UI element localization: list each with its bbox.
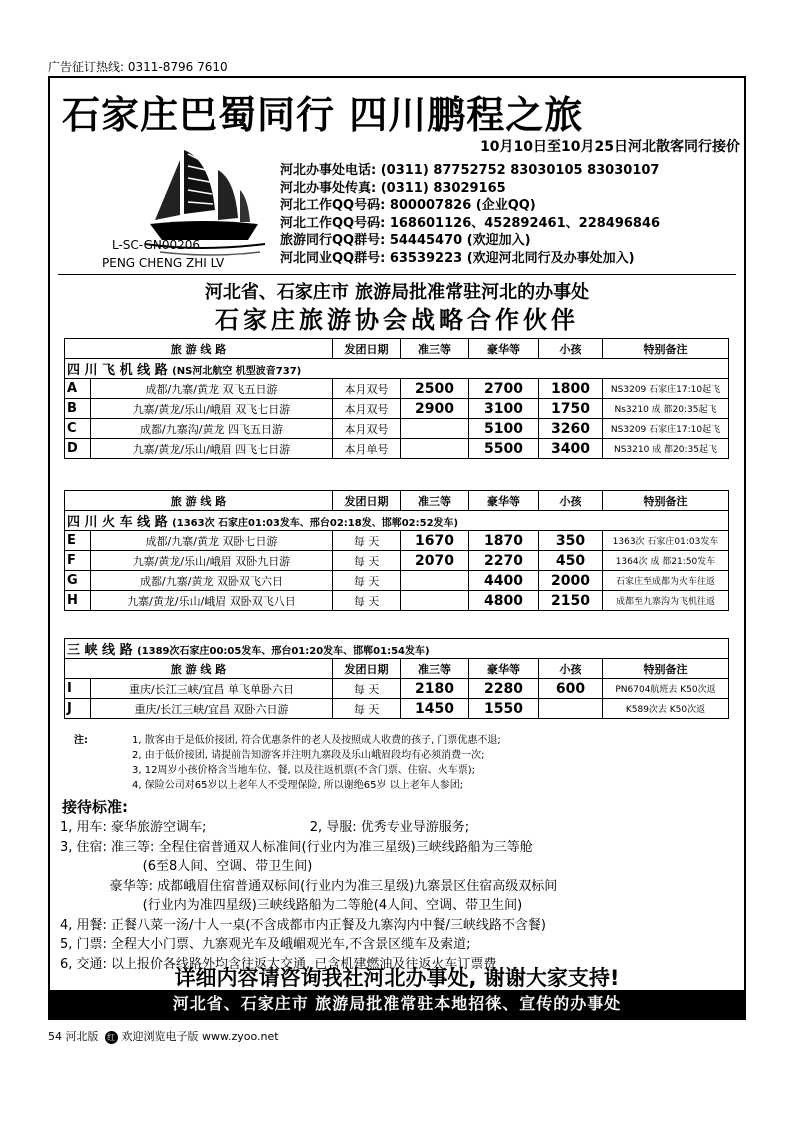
consult-banner: 详细内容请咨询我社河北办事处, 谢谢大家支持! xyxy=(174,966,620,990)
section-title: 四 川 火 车 线 路 xyxy=(67,515,168,530)
contact-line: 河北工作QQ号码: 168601126、452892461、228496846 xyxy=(280,215,661,231)
route-name: 九寨/黄龙/乐山/峨眉 双卧双飞八日 xyxy=(91,591,333,611)
route-remark: NS3209 石家庄17:10起飞 xyxy=(603,379,729,399)
table-row xyxy=(65,399,729,419)
route-code: B xyxy=(65,399,91,419)
header-p3: 准三等 xyxy=(401,659,469,679)
table-row xyxy=(65,531,729,551)
route-name: 成都/九寨/黄龙 双飞五日游 xyxy=(91,379,333,399)
route-remark: PN6704航班去 K50次返 xyxy=(603,679,729,699)
flight-route-table xyxy=(64,338,729,459)
price-p3 xyxy=(401,571,469,591)
contact-line: 河北工作QQ号码: 800007826 (企业QQ) xyxy=(280,198,536,213)
route-date: 每 天 xyxy=(333,571,401,591)
route-date: 本月双号 xyxy=(333,399,401,419)
route-code: C xyxy=(65,419,91,439)
header-note: 特别备注 xyxy=(603,491,729,511)
table-row xyxy=(65,551,729,571)
contact-line: 河北办事处传真: (0311) 83029165 xyxy=(280,180,506,196)
train-route-table xyxy=(64,490,729,611)
header-note: 特别备注 xyxy=(603,659,729,679)
route-name: 九寨/黄龙/乐山/峨眉 四飞七日游 xyxy=(91,439,333,459)
route-name: 成都/九寨/黄龙 双卧双飞六日 xyxy=(91,571,333,591)
header-p3: 准三等 xyxy=(401,339,469,359)
price-lux: 5100 xyxy=(469,419,539,439)
table-header-row xyxy=(65,659,729,679)
section-title: 四 川 飞 机 线 路 xyxy=(67,363,168,378)
header-date: 发团日期 xyxy=(333,659,401,679)
standard-line: 3, 住宿: 准三等: 全程住宿普通双人标准间(行业内为准三星级)三峡线路船为三等舱 xyxy=(60,839,533,855)
header-child: 小孩 xyxy=(539,491,603,511)
route-remark: Ns3210 成 都20:35起飞 xyxy=(603,399,729,419)
route-code: I xyxy=(65,679,91,699)
price-child xyxy=(539,699,603,719)
price-child: 600 xyxy=(539,679,603,699)
table-row xyxy=(65,419,729,439)
contact-line: 旅游同行QQ群号: 54445470 (欢迎加入) xyxy=(280,233,531,248)
table-row xyxy=(65,379,729,399)
footer-site[interactable]: 欢迎浏览电子版 www.zyoo.net xyxy=(121,1030,279,1043)
footer-bar: 河北省、石家庄市 旅游局批准常驻本地招徕、宣传的办事处 xyxy=(50,990,744,1018)
header-child: 小孩 xyxy=(539,339,603,359)
standard-line: 1, 用车: 豪华旅游空调车; 2, 导服: 优秀专业导游服务; xyxy=(60,820,470,835)
price-child: 1750 xyxy=(539,399,603,419)
header-route: 旅 游 线 路 xyxy=(65,491,333,511)
route-date: 本月双号 xyxy=(333,419,401,439)
route-code: F xyxy=(65,551,91,571)
ad-hotline: 广告征订热线: 0311-8796 7610 xyxy=(48,60,228,74)
price-p3 xyxy=(401,591,469,611)
route-date: 本月单号 xyxy=(333,439,401,459)
price-p3: 2180 xyxy=(401,679,469,699)
partner-banner: 石家庄旅游协会战略合作伙伴 xyxy=(215,306,579,334)
table-row xyxy=(65,571,729,591)
table-row xyxy=(65,591,729,611)
route-code: G xyxy=(65,571,91,591)
logo-brand-name: PENG CHENG ZHI LV xyxy=(102,256,225,270)
header-lux: 豪华等 xyxy=(469,659,539,679)
route-code: D xyxy=(65,439,91,459)
section-title-row xyxy=(65,359,729,379)
route-code: J xyxy=(65,699,91,719)
price-lux: 2270 xyxy=(469,551,539,571)
route-date: 每 天 xyxy=(333,699,401,719)
standard-line: 豪华等: 成都峨眉住宿普通双标间(行业内为准三星级)九寨景区住宿高级双标间 xyxy=(60,878,558,894)
page-footer xyxy=(48,1028,279,1044)
route-date: 本月双号 xyxy=(333,379,401,399)
header-p3: 准三等 xyxy=(401,491,469,511)
price-lux: 2700 xyxy=(469,379,539,399)
section-note: (1389次石家庄00:05发车、邢台01:20发车、邯郸01:54发车) xyxy=(137,646,430,657)
price-child: 3400 xyxy=(539,439,603,459)
route-name: 成都/九寨沟/黄龙 四飞五日游 xyxy=(91,419,333,439)
price-child: 2150 xyxy=(539,591,603,611)
header-route: 旅 游 线 路 xyxy=(65,339,333,359)
three-gorges-route-table xyxy=(64,638,729,719)
table-row xyxy=(65,439,729,459)
route-date: 每 天 xyxy=(333,591,401,611)
price-lux: 2280 xyxy=(469,679,539,699)
header-lux: 豪华等 xyxy=(469,491,539,511)
price-p3: 1670 xyxy=(401,531,469,551)
price-lux: 1550 xyxy=(469,699,539,719)
contact-list xyxy=(280,162,660,267)
price-p3 xyxy=(401,419,469,439)
standards-list xyxy=(60,818,557,974)
price-p3: 2500 xyxy=(401,379,469,399)
note-line: 2, 由于低价接团, 请提前告知游客并注明九寨段及乐山峨眉段均有必须消费一次; xyxy=(132,750,485,761)
standard-line: (行业内为准四星级)三峡线路船为二等舱(4人间、空调、带卫生间) xyxy=(60,898,523,913)
standard-line: (6至8人间、空调、带卫生间) xyxy=(60,859,313,874)
table-header-row xyxy=(65,491,729,511)
price-p3: 2070 xyxy=(401,551,469,571)
contact-line: 河北同业QQ群号: 63539223 (欢迎河北同行及办事处加入) xyxy=(280,250,635,266)
logo-license-code: L-SC-GN00206 xyxy=(112,238,201,252)
price-child: 1800 xyxy=(539,379,603,399)
price-p3 xyxy=(401,439,469,459)
header-date: 发团日期 xyxy=(333,491,401,511)
ad-frame xyxy=(48,76,746,1020)
route-code: E xyxy=(65,531,91,551)
price-lux: 4800 xyxy=(469,591,539,611)
divider xyxy=(58,274,736,275)
standards-title: 接待标准: xyxy=(62,798,128,816)
section-title: 三 峡 线 路 xyxy=(67,643,133,658)
price-lux: 4400 xyxy=(469,571,539,591)
price-lux: 3100 xyxy=(469,399,539,419)
notes-block xyxy=(74,733,501,793)
notes-label: 注: xyxy=(74,735,88,746)
price-lux: 5500 xyxy=(469,439,539,459)
route-remark: NS3210 成 都20:35起飞 xyxy=(603,439,729,459)
section-note: (1363次 石家庄01:03发车、邢台02:18发、邯郸02:52发车) xyxy=(172,518,459,529)
route-code: A xyxy=(65,379,91,399)
route-remark: K589次去 K50次返 xyxy=(603,699,729,719)
route-name: 九寨/黄龙/乐山/峨眉 双卧九日游 xyxy=(91,551,333,571)
route-code: H xyxy=(65,591,91,611)
authority-line: 河北省、石家庄市 旅游局批准常驻河北的办事处 xyxy=(204,282,590,303)
route-remark: 1364次 成 都21:50发车 xyxy=(603,551,729,571)
table-row xyxy=(65,699,729,719)
route-name: 成都/九寨/黄龙 双卧七日游 xyxy=(91,531,333,551)
route-date: 每 天 xyxy=(333,531,401,551)
ad-subtitle: 10月10日至10月25日河北散客同行接价 xyxy=(480,139,740,155)
badge-icon: 红 xyxy=(105,1031,118,1044)
note-line: 1, 散客由于是低价接团, 符合优惠条件的老人及按照成人收费的孩子, 门票优惠不退; xyxy=(132,735,501,746)
page-number: 54 河北版 xyxy=(48,1030,99,1043)
price-child: 2000 xyxy=(539,571,603,591)
route-date: 每 天 xyxy=(333,679,401,699)
standard-line: 4, 用餐: 正餐八菜一汤/十人一桌(不含成都市内正餐及九寨沟内中餐/三峡线路不含餐) xyxy=(60,917,546,933)
header-date: 发团日期 xyxy=(333,339,401,359)
route-name: 重庆/长江三峡/宜昌 单飞单卧六日 xyxy=(91,679,333,699)
standard-line: 5, 门票: 全程大小门票、九寨观光车及峨嵋观光车,不含景区缆车及索道; xyxy=(60,937,471,952)
contact-line: 河北办事处电话: (0311) 87752752 83030105 83030107 xyxy=(280,163,660,178)
ad-title: 石家庄巴蜀同行 四川鹏程之旅 xyxy=(62,93,584,137)
price-child: 450 xyxy=(539,551,603,571)
price-lux: 1870 xyxy=(469,531,539,551)
header-child: 小孩 xyxy=(539,659,603,679)
route-date: 每 天 xyxy=(333,551,401,571)
section-title-row xyxy=(65,639,729,659)
standard-line: 6, 交通: 以上报价各线路外均含往返大交通, 已含机建燃油及往返火车订票费 xyxy=(60,956,497,972)
price-p3: 2900 xyxy=(401,399,469,419)
table-row xyxy=(65,679,729,699)
route-name: 九寨/黄龙/乐山/峨眉 双飞七日游 xyxy=(91,399,333,419)
price-child: 350 xyxy=(539,531,603,551)
route-name: 重庆/长江三峡/宜昌 双卧六日游 xyxy=(91,699,333,719)
price-p3: 1450 xyxy=(401,699,469,719)
note-line: 3, 12周岁小孩价格含当地车位、餐, 以及往返机票(不含门票、住宿、火车票); xyxy=(132,765,475,776)
route-remark: 石家庄至成都为火车往返 xyxy=(603,571,729,591)
header-route: 旅 游 线 路 xyxy=(65,659,333,679)
header-lux: 豪华等 xyxy=(469,339,539,359)
section-note: (NS河北航空 机型波音737) xyxy=(172,366,302,377)
note-line: 4, 保险公司对65岁以上老年人不受理保险, 所以谢绝65岁 以上老年人参团; xyxy=(132,780,464,791)
section-title-row xyxy=(65,511,729,531)
route-remark: NS3209 石家庄17:10起飞 xyxy=(603,419,729,439)
route-remark: 1363次 石家庄01:03发车 xyxy=(603,531,729,551)
table-header-row xyxy=(65,339,729,359)
header-note: 特别备注 xyxy=(603,339,729,359)
route-remark: 成都至九寨沟为飞机往返 xyxy=(603,591,729,611)
price-child: 3260 xyxy=(539,419,603,439)
